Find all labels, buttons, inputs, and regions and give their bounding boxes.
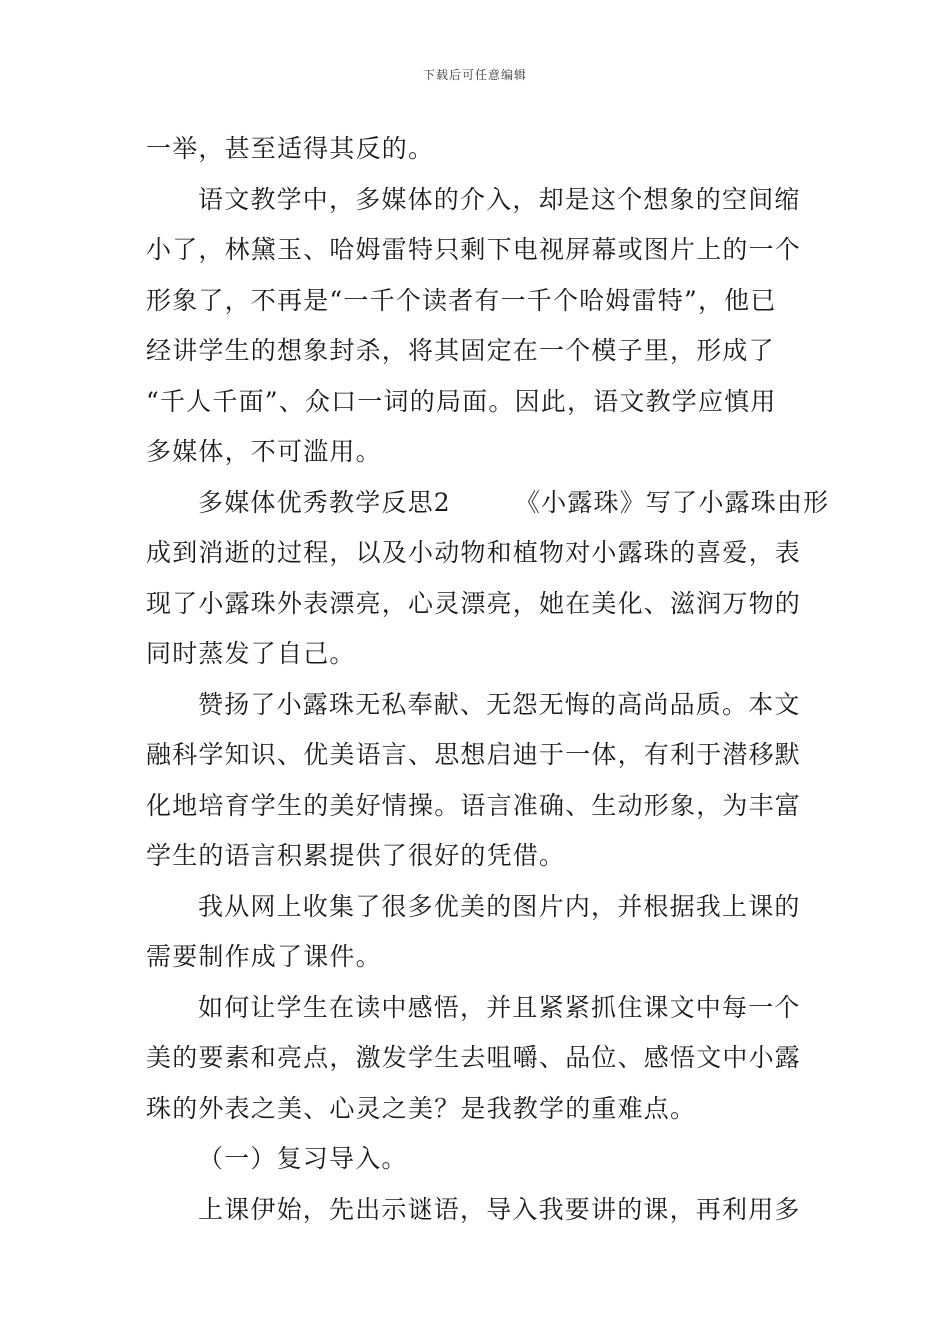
text-line-content: 学生的语言积累提供了很好的凭借。 — [146, 841, 566, 870]
text-line — [146, 276, 811, 327]
text-line — [146, 579, 811, 630]
text-line-content: （一）复习导入。 — [198, 1144, 408, 1173]
text-line-content: 赞扬了小露珠无私奉献、无怨无悔的高尚品质。本文 — [198, 689, 801, 719]
text-line — [146, 781, 811, 832]
text-line-content: 上课伊始，先出示谜语，导入我要讲的课，再利用多 — [198, 1194, 801, 1224]
text-line-content: 需要制作成了课件。 — [146, 942, 382, 971]
text-line-content: 形象了，不再是“一千个读者有一千个哈姆雷特”，他已 — [146, 285, 777, 315]
text-line-content: 多媒体优秀教学反思2 — [198, 487, 451, 517]
text-line — [146, 932, 811, 983]
text-line — [146, 1134, 811, 1185]
text-line — [146, 124, 811, 175]
text-line — [146, 326, 811, 377]
text-line-content: 语文教学中，多媒体的介入，却是这个想象的空间缩 — [198, 184, 801, 214]
text-line — [146, 1084, 811, 1135]
text-line-content: 经讲学生的想象封杀，将其固定在一个模子里，形成了 — [146, 336, 775, 365]
text-line — [146, 1185, 811, 1236]
text-line-content: 一举，甚至适得其反的。 — [146, 134, 435, 163]
page-header: 下载后可任意编辑 — [422, 68, 527, 82]
text-line-content: 成到消逝的过程，以及小动物和植物对小露珠的喜爱，表 — [146, 538, 802, 567]
text-line-content: 美的要素和亮点，激发学生去咀嚼、品位、感悟文中小露 — [146, 1043, 802, 1072]
text-line — [146, 528, 811, 579]
text-line — [146, 225, 811, 276]
text-line — [146, 629, 811, 680]
text-line-content: 珠的外表之美、心灵之美？是我教学的重难点。 — [146, 1093, 697, 1123]
text-line-tail: 《小露珠》写了小露珠由形 — [514, 487, 830, 517]
text-line-content: 现了小露珠外表漂亮，心灵漂亮，她在美化、滋润万物的 — [146, 588, 802, 618]
text-line-content: 小了，林黛玉、哈姆雷特只剩下电视屏幕或图片上的一个 — [146, 235, 802, 264]
text-line-content: 化地培育学生的美好情操。语言准确、生动形象，为丰富 — [146, 790, 802, 820]
text-line — [146, 1033, 811, 1084]
text-line-content: 同时蒸发了自己。 — [146, 639, 356, 668]
text-line-content: 我从网上收集了很多优美的图片内，并根据我上课的 — [198, 891, 801, 921]
text-line-content: “千人千面”、众口一词的局面。因此，语文教学应慎用 — [146, 386, 777, 416]
text-line — [146, 983, 811, 1034]
text-line-content: 融科学知识、优美语言、思想启迪于一体，有利于潜移默 — [146, 740, 802, 769]
text-line — [146, 882, 811, 933]
text-line — [146, 730, 811, 781]
body-text — [146, 124, 830, 1235]
text-line — [146, 175, 811, 226]
text-line-content: 如何让学生在读中感悟，并且紧紧抓住课文中每一个 — [198, 992, 801, 1022]
text-line — [146, 831, 811, 882]
text-line — [146, 680, 811, 731]
text-line — [146, 427, 811, 478]
text-line — [146, 478, 830, 529]
text-line — [146, 377, 811, 428]
text-line-content: 多媒体，不可滥用。 — [146, 437, 382, 466]
